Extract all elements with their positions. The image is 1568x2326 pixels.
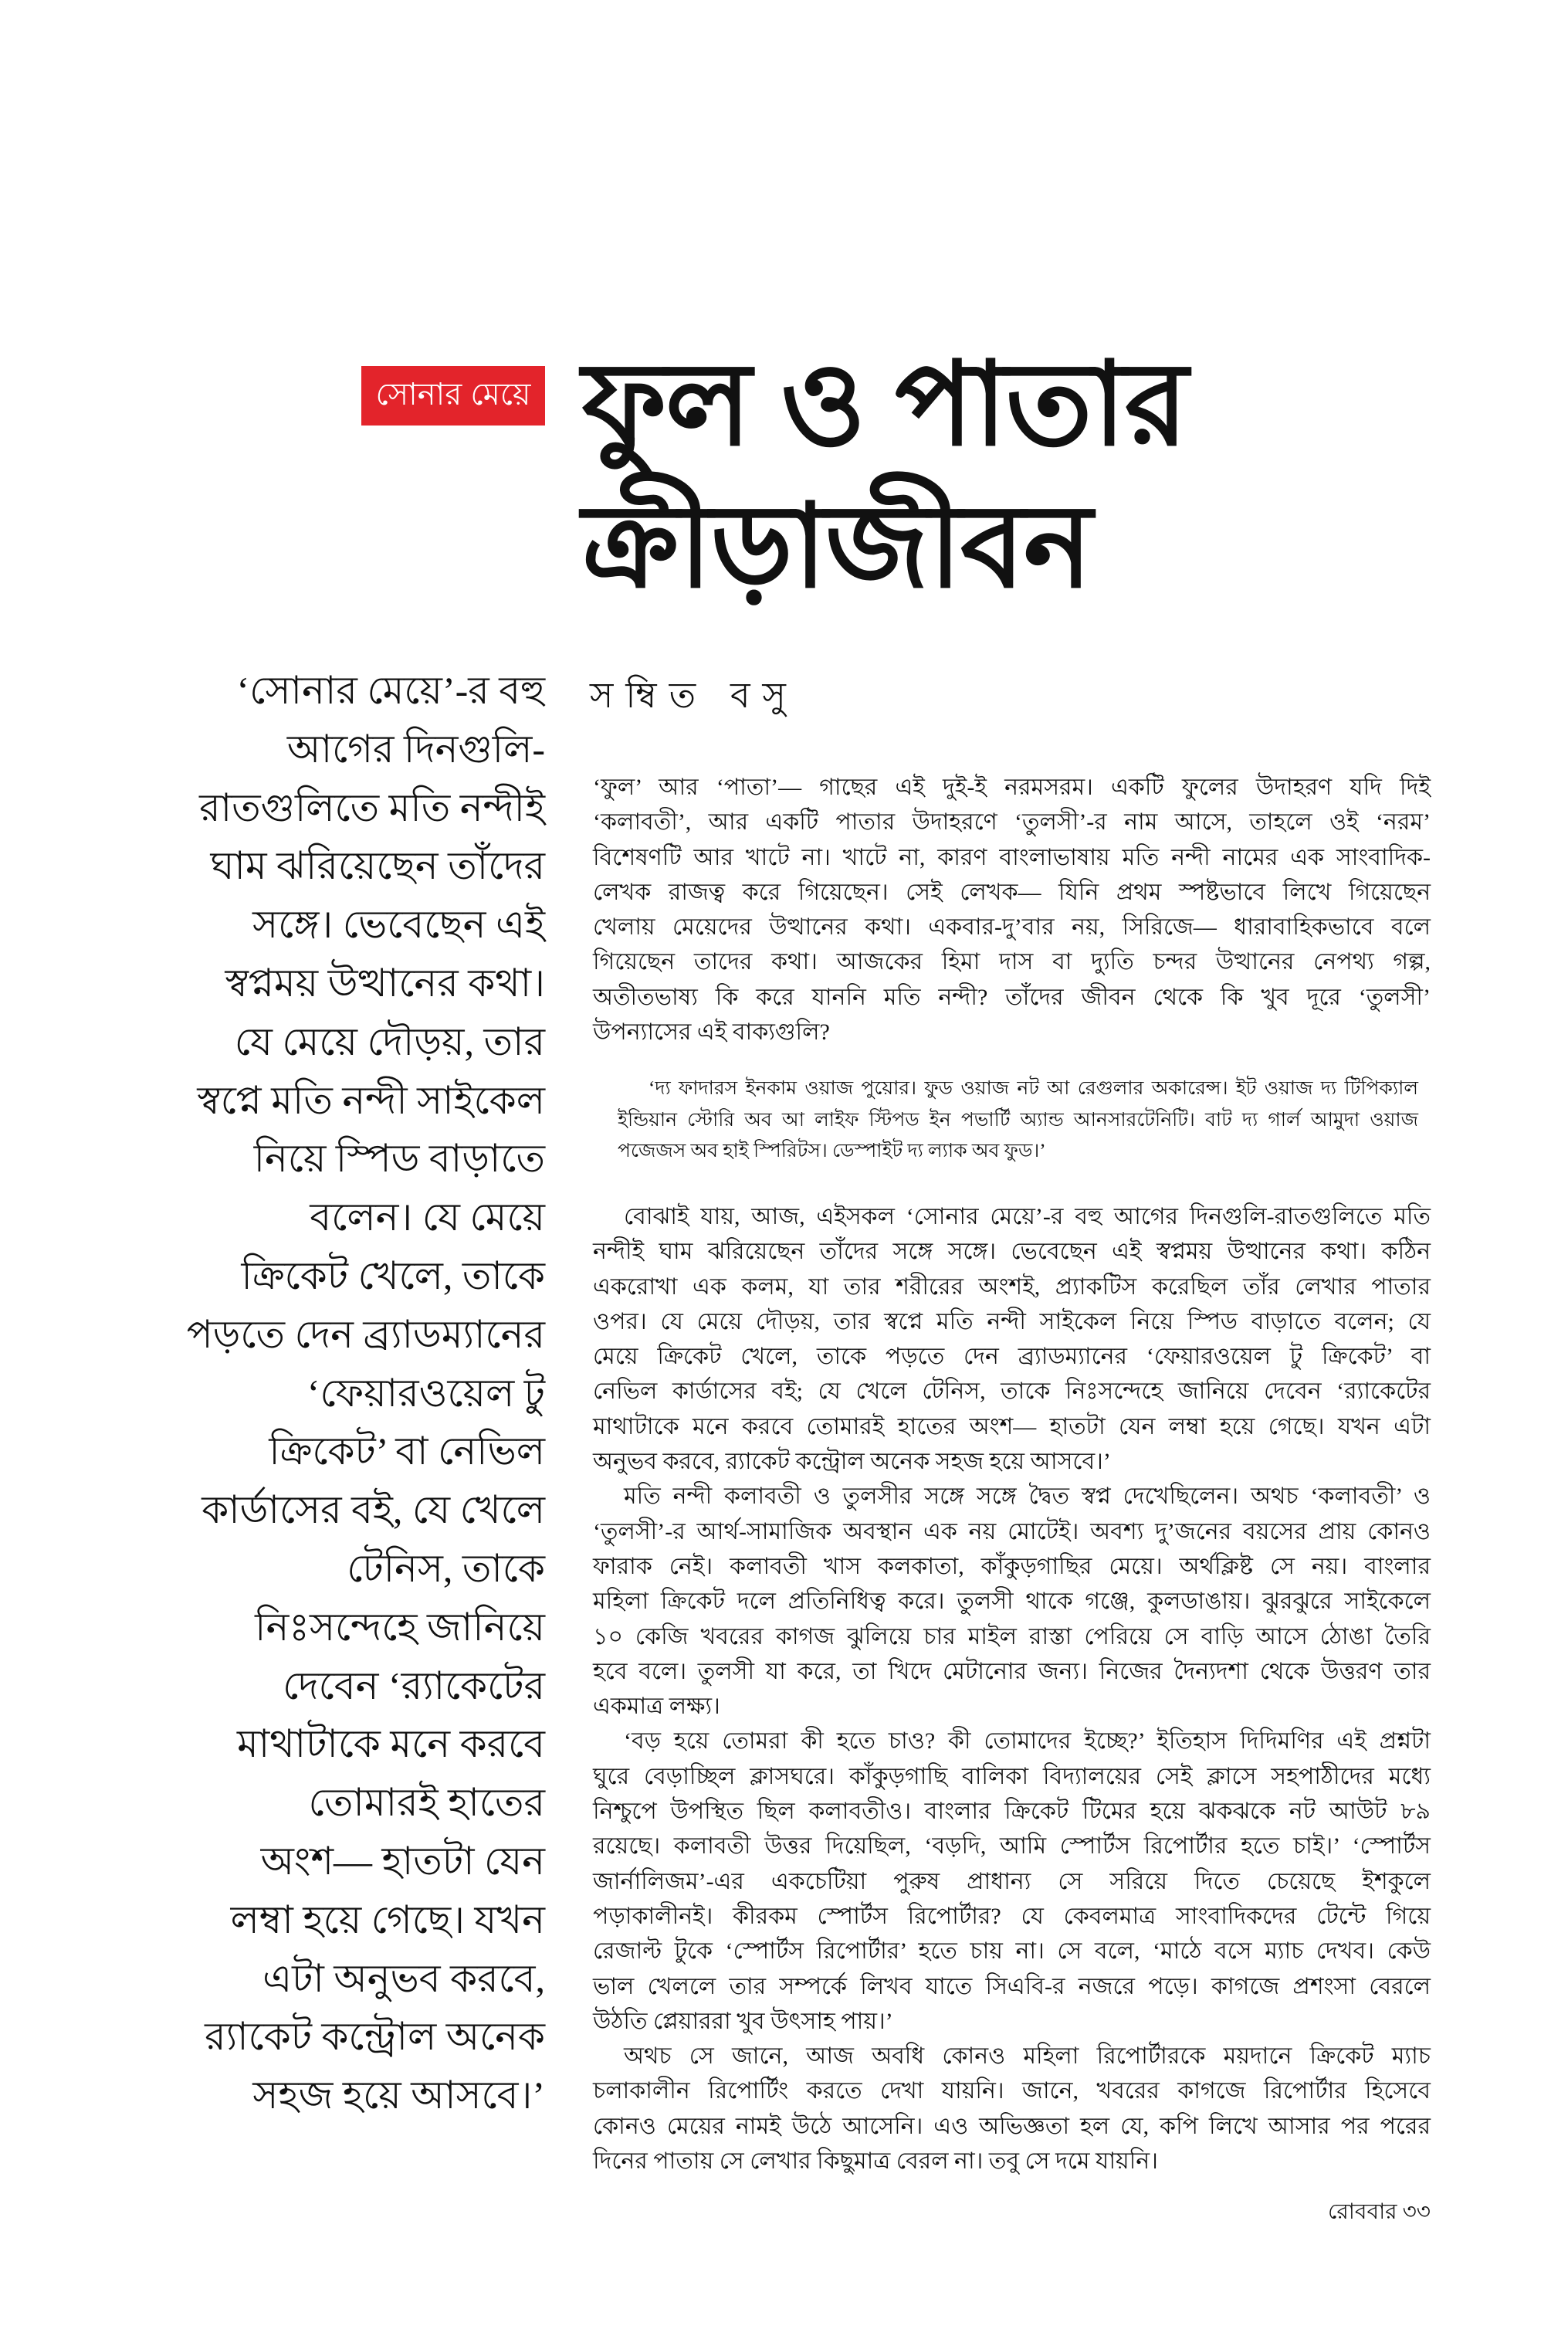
pull-quote-line: সহজ হয়ে আসবে।’ <box>252 2073 545 2117</box>
paragraph-line: বোঝাই যায়, আজ, এইসকল ‘সোনার মেয়ে’-র বহু আগের দিনগুলি-রাতগুলিতে মতি <box>624 1204 1431 1229</box>
pull-quote-line: টেনিস, তাকে <box>347 1546 545 1590</box>
paragraph-line: নিশ্চুপে উপস্থিত ছিল কলাবতীও। বাংলার ক্রিকেট টিমের হয়ে ঝকঝকে নট আউট ৮৯ <box>593 1799 1431 1825</box>
paragraph-line: ‘ফুল’ আর ‘পাতা’— গাছের এই দুই-ই নরমসরম। একটি ফুলের উদাহরণ যদি দিই <box>593 775 1431 800</box>
paragraph-line: একমাত্র লক্ষ্য। <box>593 1694 720 1720</box>
paragraph-line: ঘুরে বেড়াচ্ছিল ক্লাসঘরে। কাঁকুড়গাছি বালিকা বিদ্যালয়ের সেই ক্লাসে সহপাঠীদের মধ্যে <box>593 1763 1431 1789</box>
paragraph-line: অথচ সে জানে, আজ অবধি কোনও মহিলা রিপোর্টারকে ময়দানে ক্রিকেট ম্যাচ <box>624 2043 1431 2070</box>
paragraph-line: অনুভব করবে, র‍্যাকেট কন্ট্রোল অনেক সহজ হয়ে আসবে।’ <box>593 1449 1111 1475</box>
paragraph-line: লেখক রাজত্ব করে গিয়েছেন। সেই লেখক— যিনি প্রথম স্পষ্টভাবে লিখে গিয়েছেন <box>593 879 1431 905</box>
paragraph-line: বিশেষণটি আর খাটে না। খাটে না, কারণ বাংলাভাষায় মতি নন্দী নামের এক সাংবাদিক- <box>593 844 1431 870</box>
byline: সম্বিত বসু <box>590 675 798 715</box>
headline-line-1: ফুল ও পাতার <box>582 339 1187 469</box>
block-quote-line: ‘দ্য ফাদারস ইনকাম ওয়াজ পুয়োর। ফুড ওয়াজ নট আ রেগুলার অকারেন্স। ইট ওয়াজ দ্য টিপিক্যাল <box>649 1078 1418 1099</box>
paragraph-line: উপন্যাসের এই বাক্যগুলি? <box>593 1019 830 1046</box>
pull-quote-line: র‍্যাকেট কন্ট্রোল অনেক <box>205 2015 545 2059</box>
pull-quote-line: ক্রিকেট’ বা নেভিল <box>269 1429 545 1473</box>
paragraph-line: ‘কলাবতী’, আর একটি পাতার উদাহরণে ‘তুলসী’-র নাম আসে, তাহলে ওই ‘নরম’ <box>593 809 1431 836</box>
pull-quote-line: কার্ডাসের বই, যে খেলে <box>202 1488 545 1532</box>
paragraph-line: উঠতি প্লেয়াররা খুব উৎসাহ পায়।’ <box>593 2008 893 2034</box>
article-paragraph-1 <box>593 770 1431 1049</box>
pull-quote-line: বলেন। যে মেয়ে <box>310 1195 545 1239</box>
pull-quote-line: স্বপ্নময় উত্থানের কথা। <box>225 961 545 1005</box>
paragraph-line: মহিলা ক্রিকেট দলে প্রতিনিধিত্ব করে। তুলসী থাকে গঞ্জে, কুলডাঙায়। ঝুরঝুরে সাইকেলে <box>593 1589 1431 1615</box>
paragraph-line: কোনও মেয়ের নামই উঠে আসেনি। এও অভিজ্ঞতা হল যে, কপি লিখে আসার পর পরের <box>593 2113 1431 2139</box>
paragraph-line: গিয়েছেন তাদের কথা। আজকের হিমা দাস বা দ্যুতি চন্দর উত্থানের নেপথ্য গল্প, <box>593 949 1431 975</box>
pull-quote-line: লম্বা হয়ে গেছে। যখন <box>230 1897 545 1941</box>
paragraph-line: নন্দীই ঘাম ঝরিয়েছেন তাঁদের সঙ্গে সঙ্গে। ভেবেছেন এই স্বপ্নময় উত্থানের কথা। কঠিন <box>593 1239 1431 1265</box>
paragraph-line: অতীতভাষ্য কি করে যাননি মতি নন্দী? তাঁদের জীবন থেকে কি খুব দূরে ‘তুলসী’ <box>593 984 1431 1010</box>
pull-quote-line: স্বপ্নে মতি নন্দী সাইকেল <box>197 1078 545 1122</box>
paragraph-line: মতি নন্দী কলাবতী ও তুলসীর সঙ্গে সঙ্গে দ্বৈত স্বপ্ন দেখেছিলেন। অথচ ‘কলাবতী’ ও <box>624 1483 1431 1510</box>
paragraph-line: দিনের পাতায় সে লেখার কিছুমাত্র বেরল না। তবু সে দমে যায়নি। <box>593 2148 1158 2175</box>
block-quote-line: পজেজস অব হাই স্পিরিটস। ডেস্পাইট দ্য ল্যাক অব ফুড।’ <box>618 1141 1046 1162</box>
pull-quote-line: দেবেন ‘র‍্যাকেটের <box>283 1663 545 1707</box>
pull-quote-line: আগের দিনগুলি- <box>286 727 545 771</box>
article-body-continued <box>593 1199 1431 2179</box>
pull-quote <box>113 662 545 2125</box>
paragraph-line: মাথাটাকে মনে করবে তোমারই হাতের অংশ— হাতটা যেন লম্বা হয়ে গেছে। যখন এটা <box>593 1413 1431 1439</box>
pull-quote-line: ক্রিকেট খেলে, তাকে <box>241 1253 545 1297</box>
paragraph-line: ভাল খেললে তার সম্পর্কে লিখব যাতে সিএবি-র নজরে পড়ে। কাগজে প্রশংসা বেরলে <box>593 1973 1431 1999</box>
pull-quote-line: এটা অনুভব করবে, <box>262 1956 545 2000</box>
paragraph-line: ১০ কেজি খবরের কাগজ ঝুলিয়ে চার মাইল রাস্তা পেরিয়ে সে বাড়ি আসে ঠোঙা তৈরি <box>593 1623 1431 1650</box>
pull-quote-line: ‘ফেয়ারওয়েল টু <box>306 1371 545 1415</box>
pull-quote-line: ঘাম ঝরিয়েছেন তাঁদের <box>210 844 545 888</box>
pull-quote-line: নিঃসন্দেহে জানিয়ে <box>255 1605 545 1649</box>
block-quote-line: ইন্ডিয়ান স্টোরি অব আ লাইফ স্টিপড ইন পভার্টি অ্যান্ড আনসারটেনিটি। বাট দ্য গার্ল আমুদা ওয়াজ <box>618 1109 1418 1131</box>
paragraph-line: ‘তুলসী’-র আর্থ-সামাজিক অবস্থান এক নয় মোটেই। অবশ্য দু’জনের বয়সের প্রায় কোনও <box>593 1518 1431 1544</box>
pull-quote-line: ‘সোনার মেয়ে’-র বহু <box>236 669 545 712</box>
paragraph-line: রয়েছে। কলাবতী উত্তর দিয়েছিল, ‘বড়দি, আমি স্পোর্টস রিপোর্টার হতে চাই।’ ‘স্পোর্টস <box>593 1833 1431 1860</box>
pull-quote-line: নিয়ে স্পিড বাড়াতে <box>253 1137 545 1181</box>
paragraph-line: ‘বড় হয়ে তোমরা কী হতে চাও? কী তোমাদের ইচ্ছে?’ ইতিহাস দিদিমণির এই প্রশ্নটা <box>624 1728 1431 1755</box>
pull-quote-line: যে মেয়ে দৌড়য়, তার <box>234 1019 545 1063</box>
paragraph-line: চলাকালীন রিপোর্টিং করতে দেখা যায়নি। জানে, খবরের কাগজে রিপোর্টার হিসেবে <box>593 2078 1431 2104</box>
section-tag: সোনার মেয়ে <box>361 366 545 426</box>
paragraph-line: পড়াকালীনই। কীরকম স্পোর্টস রিপোর্টার? যে কেবলমাত্র সাংবাদিকদের টেন্টে গিয়ে <box>593 1903 1431 1929</box>
paragraph-line: জার্নালিজম’-এর একচেটিয়া পুরুষ প্রাধান্য সে সরিয়ে দিতে চেয়েছে ইশকুলে <box>593 1868 1431 1894</box>
pull-quote-line: তোমারই হাতের <box>308 1781 545 1825</box>
pull-quote-line: পড়তে দেন ব্র্যাডম্যানের <box>186 1312 545 1356</box>
block-quote <box>618 1073 1418 1168</box>
pull-quote-line: রাতগুলিতে মতি নন্দীই <box>199 785 545 829</box>
pull-quote-line: অংশ— হাতটা যেন <box>260 1839 545 1883</box>
pull-quote-line: সঙ্গে। ভেবেছেন এই <box>252 903 545 947</box>
headline-line-2: ক্রীড়াজীবন <box>582 481 1092 611</box>
page-folio: রোববার ৩৩ <box>1328 2200 1431 2224</box>
paragraph-line: রেজাল্ট টুকে ‘স্পোর্টস রিপোর্টার’ হতে চায় না। সে বলে, ‘মাঠে বসে ম্যাচ দেখব। কেউ <box>593 1938 1431 1965</box>
paragraph-line: একরোখা এক কলম, যা তার শরীরের অংশই, প্র্যাকটিস করেছিল তাঁর লেখার পাতার <box>593 1273 1431 1300</box>
pull-quote-line: মাথাটাকে মনে করবে <box>236 1722 545 1766</box>
paragraph-line: ওপর। যে মেয়ে দৌড়য়, তার স্বপ্নে মতি নন্দী সাইকেল নিয়ে স্পিড বাড়াতে বলেন; যে <box>593 1308 1431 1334</box>
paragraph-line: খেলায় মেয়েদের উত্থানের কথা। একবার-দু’বার নয়, সিরিজে— ধারাবাহিকভাবে বলে <box>593 914 1431 941</box>
paragraph-line: মেয়ে ক্রিকেট খেলে, তাকে পড়তে দেন ব্র্যাডম্যানের ‘ফেয়ারওয়েল টু ক্রিকেট’ বা <box>593 1344 1431 1370</box>
paragraph-line: হবে বলে। তুলসী যা করে, তা খিদে মেটানোর জন্য। নিজের দৈন্যদশা থেকে উত্তরণ তার <box>593 1658 1431 1684</box>
paragraph-line: নেভিল কার্ডাসের বই; যে খেলে টেনিস, তাকে নিঃসন্দেহে জানিয়ে দেবেন ‘র‍্যাকেটের <box>593 1378 1431 1405</box>
paragraph-line: ফারাক নেই। কলাবতী খাস কলকাতা, কাঁকুড়গাছির মেয়ে। অর্থক্লিষ্ট সে নয়। বাংলার <box>593 1553 1431 1579</box>
